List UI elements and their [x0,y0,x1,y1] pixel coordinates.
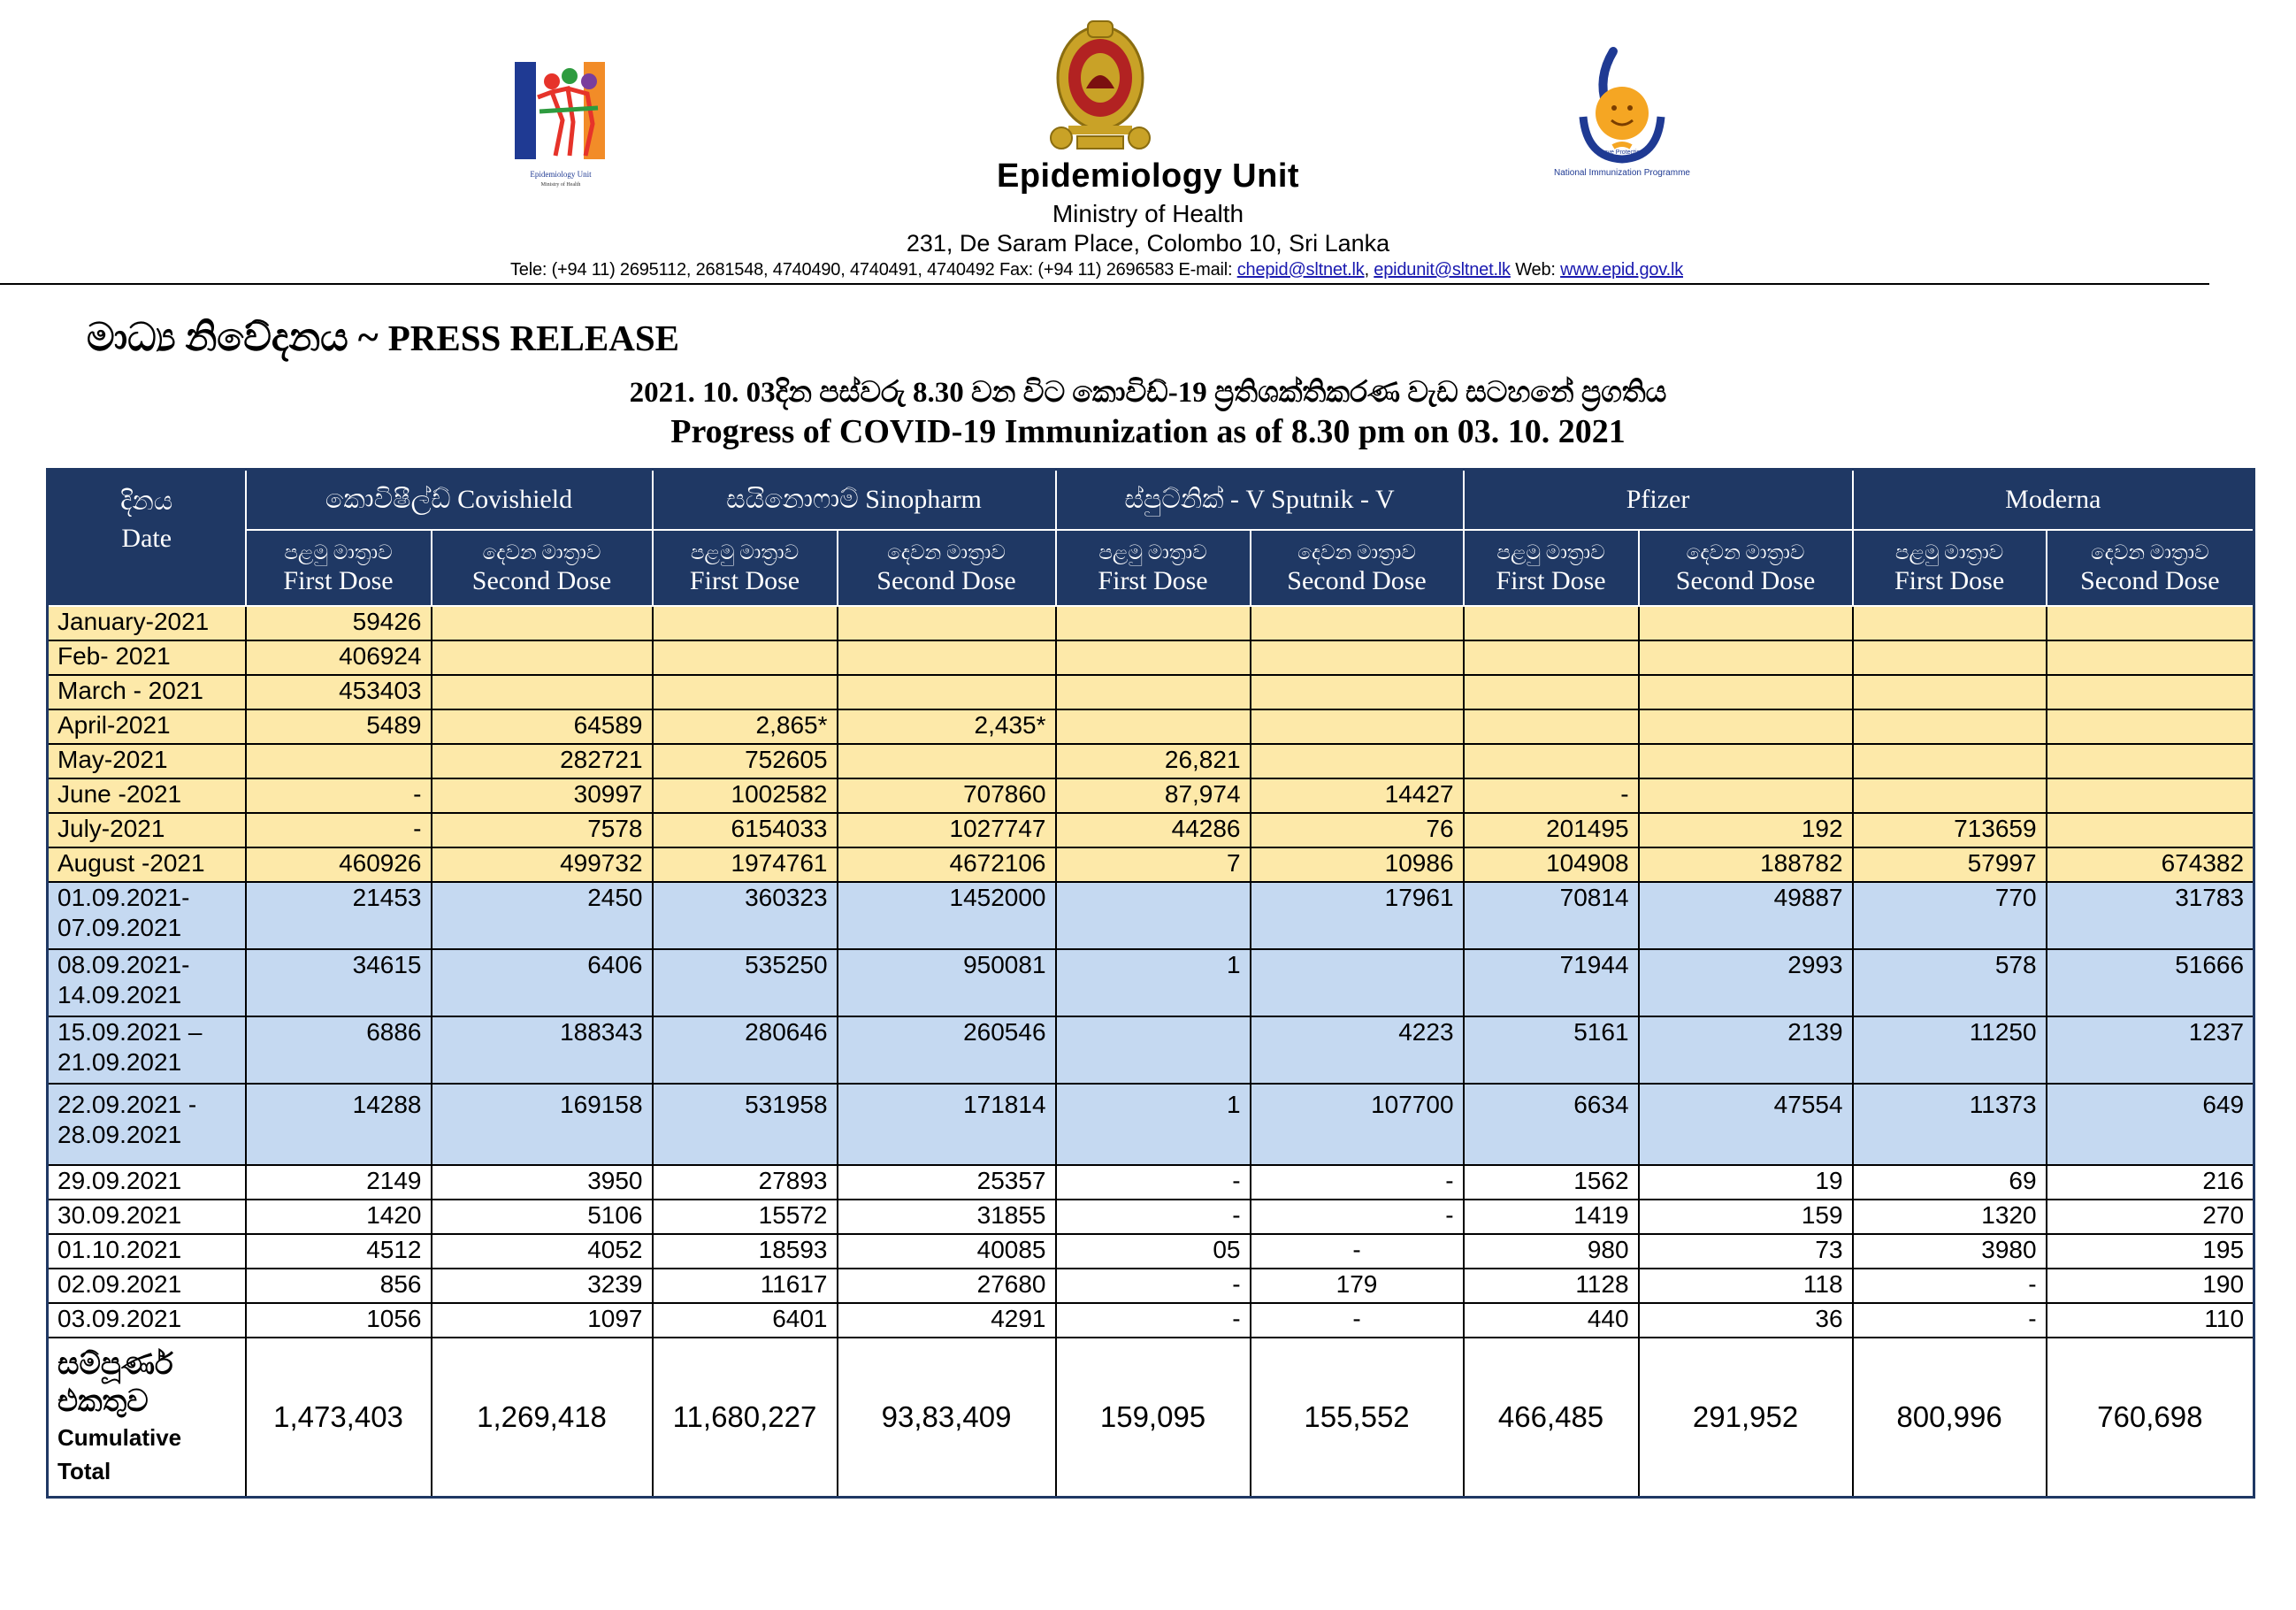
table-cell [1464,606,1639,640]
table-cell: 3239 [432,1269,653,1303]
dose-label-en: First Dose [1894,566,2005,595]
address: 231, De Saram Place, Colombo 10, Sri Lanka [906,230,1390,257]
table-cell: 188782 [1639,847,1853,882]
table-cell: 201495 [1464,813,1639,847]
dose-header-moderna-first [1853,530,2047,606]
table-cell [1639,640,1853,675]
dose-label-si: දෙවන මාත්‍රාව [2090,541,2209,564]
table-cell: 1128 [1464,1269,1639,1303]
table-cell: 460926 [246,847,432,882]
table-cell: 2149 [246,1165,432,1200]
table-cell: - [1251,1200,1464,1234]
table-cell: 05 [1056,1234,1251,1269]
dose-label-si: පළමු මාත්‍රාව [690,541,800,564]
table-cell: 169158 [432,1084,653,1165]
total-cell: 155,552 [1251,1338,1464,1498]
table-cell [1639,675,1853,709]
table-cell [838,744,1056,778]
table-cell [1639,778,1853,813]
table-body [48,606,2254,1498]
row-date: August -2021 [48,847,246,882]
table-cell: 5161 [1464,1016,1639,1084]
table-cell: 34615 [246,949,432,1016]
table-cell: 107700 [1251,1084,1464,1165]
table-cell: 1419 [1464,1200,1639,1234]
table-cell [1853,709,2047,744]
table-cell: 10986 [1251,847,1464,882]
table-cell: 1320 [1853,1200,2047,1234]
row-date [48,1016,246,1084]
table-cell: 57997 [1853,847,2047,882]
table-cell: 856 [246,1269,432,1303]
table-row-cumulative-total [48,1338,2254,1498]
table-cell: 30997 [432,778,653,813]
contact-separator: , [1364,260,1374,280]
table-cell [2047,813,2254,847]
dose-header-sputnik-first [1056,530,1251,606]
dose-label-en: Second Dose [471,566,612,595]
table-cell: 406924 [246,640,432,675]
table-cell [1464,675,1639,709]
table-row-month [48,744,2254,778]
table-cell [1056,606,1251,640]
table-cell [1853,778,2047,813]
dose-label-si: පළමු මාත්‍රාව [1098,541,1207,564]
table-cell: 179 [1251,1269,1464,1303]
table-cell: - [246,813,432,847]
table-row-month [48,709,2254,744]
table-cell [1853,675,2047,709]
table-cell: 770 [1853,882,2047,949]
total-label-en: Cumulative Total [57,1424,182,1484]
table-cell: 1 [1056,1084,1251,1165]
table-cell: 49887 [1639,882,1853,949]
table-cell [2047,675,2254,709]
table-cell: 171814 [838,1084,1056,1165]
table-cell [2047,640,2254,675]
table-cell: 535250 [653,949,838,1016]
table-cell: 6401 [653,1303,838,1338]
table-cell: 282721 [432,744,653,778]
table-cell: 1974761 [653,847,838,882]
svg-text:National Immunization Programm: National Immunization Programme [1554,168,1690,178]
table-cell: - [1056,1303,1251,1338]
table-cell [432,640,653,675]
brand-header-sinopharm: සයිනොෆාම් Sinopharm [653,470,1056,531]
table-row-month [48,813,2254,847]
press-release-heading [87,315,679,360]
table-cell: 3980 [1853,1234,2047,1269]
row-date: July-2021 [48,813,246,847]
table-cell: 40085 [838,1234,1056,1269]
table-cell: 1 [1056,949,1251,1016]
table-cell: - [1853,1303,2047,1338]
table-cell: 674382 [2047,847,2254,882]
table-cell: 1452000 [838,882,1056,949]
table-cell: 192 [1639,813,1853,847]
table-cell [1056,709,1251,744]
brand-header-moderna: Moderna [1853,470,2254,531]
row-date-end: 28.09.2021 [57,1121,182,1148]
dose-header-row [48,530,2254,606]
dose-header-covishield-second [432,530,653,606]
table-cell: 73 [1639,1234,1853,1269]
table-cell: 360323 [653,882,838,949]
table-cell: 453403 [246,675,432,709]
table-row-day [48,1234,2254,1269]
table-cell [1464,744,1639,778]
row-date-end: 21.09.2021 [57,1048,182,1076]
svg-text:Ministry of Health: Ministry of Health [540,182,581,188]
table-cell [1251,949,1464,1016]
table-cell [1853,606,2047,640]
row-date: January-2021 [48,606,246,640]
table-cell: 499732 [432,847,653,882]
table-cell [2047,778,2254,813]
dose-label-si: පළමු මාත්‍රාව [284,541,393,564]
total-label-si: සම්පූර්ණ එකතුව [57,1348,173,1418]
row-date: April-2021 [48,709,246,744]
row-date-start: 08.09.2021- [57,951,190,978]
table-cell: 216 [2047,1165,2254,1200]
table-cell: 76 [1251,813,1464,847]
title-english: Progress of COVID-19 Immunization as of 8.30 pm on 03. 10. 2021 [670,413,1626,450]
row-date [48,882,246,949]
dose-label-si: පළමු මාත්‍රාව [1496,541,1605,564]
row-date [48,949,246,1016]
title-sinhala: 2021. 10. 03දින පස්වරු 8.30 වන විට කොවිඩ්-19 ප්‍රතිශක්තිකරණ වැඩ සටහනේ ප්‍රගතිය [629,377,1667,409]
row-date: Feb- 2021 [48,640,246,675]
dose-header-sinopharm-second [838,530,1056,606]
table-cell: 110 [2047,1303,2254,1338]
table-cell [838,606,1056,640]
ministry-name: Ministry of Health [1052,200,1244,227]
row-date: May-2021 [48,744,246,778]
table-cell: 1562 [1464,1165,1639,1200]
table-cell [1853,744,2047,778]
table-cell: - [246,778,432,813]
table-cell: 280646 [653,1016,838,1084]
table-cell: 5106 [432,1200,653,1234]
table-cell: 1002582 [653,778,838,813]
row-date: June -2021 [48,778,246,813]
table-cell: 190 [2047,1269,2254,1303]
table-cell: 11250 [1853,1016,2047,1084]
table-cell: - [1853,1269,2047,1303]
table-cell: 707860 [838,778,1056,813]
table-cell: 4512 [246,1234,432,1269]
table-cell: 1097 [432,1303,653,1338]
table-cell [1251,606,1464,640]
total-label [48,1338,246,1498]
table-cell [1056,1016,1251,1084]
brand-header-pfizer: Pfizer [1464,470,1853,531]
total-cell: 1,269,418 [432,1338,653,1498]
table-cell [653,606,838,640]
table-cell: 2,865* [653,709,838,744]
table-cell: 27680 [838,1269,1056,1303]
table-row-day [48,1200,2254,1234]
table-row-day [48,1165,2254,1200]
table-cell: 713659 [1853,813,2047,847]
table-cell: - [1056,1269,1251,1303]
total-cell: 291,952 [1639,1338,1853,1498]
table-cell [653,640,838,675]
table-cell [1251,675,1464,709]
table-cell [1639,709,1853,744]
table-cell [1464,640,1639,675]
table-row-week [48,949,2254,1016]
dose-header-covishield-first [246,530,432,606]
table-cell [432,606,653,640]
table-cell [1056,675,1251,709]
dose-label-en: First Dose [1098,566,1208,595]
table-row-week [48,882,2254,949]
table-cell: 2450 [432,882,653,949]
table-cell: 1027747 [838,813,1056,847]
table-cell: 4672106 [838,847,1056,882]
dose-label-si: දෙවන මාත්‍රාව [1297,541,1416,564]
table-cell: - [1251,1303,1464,1338]
table-row-month [48,640,2254,675]
row-date: 30.09.2021 [48,1200,246,1234]
table-cell: 18593 [653,1234,838,1269]
dose-label-si: පළමු මාත්‍රාව [1894,541,2004,564]
table-cell: 25357 [838,1165,1056,1200]
row-date-start: 22.09.2021 - [57,1091,197,1118]
table-cell: 7578 [432,813,653,847]
table-cell: 15572 [653,1200,838,1234]
table-cell [1056,640,1251,675]
contact-line [486,260,1707,280]
table-cell: 36 [1639,1303,1853,1338]
table-cell: - [1251,1165,1464,1200]
table-cell: 118 [1639,1269,1853,1303]
press-release-en: PRESS RELEASE [387,318,679,358]
table-cell [838,675,1056,709]
table-cell: 6634 [1464,1084,1639,1165]
svg-text:Epidemiology Unit: Epidemiology Unit [530,170,592,179]
dose-header-pfizer-first [1464,530,1639,606]
dose-label-en: Second Dose [876,566,1016,595]
table-cell: 188343 [432,1016,653,1084]
table-cell [2047,606,2254,640]
table-cell [432,675,653,709]
table-cell: 2139 [1639,1016,1853,1084]
table-cell [1639,606,1853,640]
dose-label-si: දෙවන මාත්‍රාව [1686,541,1805,564]
table-cell: 1237 [2047,1016,2254,1084]
table-row-month [48,778,2254,813]
table-cell: 26,821 [1056,744,1251,778]
dose-label-si: දෙවන මාත්‍රාව [482,541,601,564]
total-cell: 11,680,227 [653,1338,838,1498]
table-cell: 14427 [1251,778,1464,813]
table-cell: 44286 [1056,813,1251,847]
table-cell: 64589 [432,709,653,744]
table-cell: 3950 [432,1165,653,1200]
table-cell: 21453 [246,882,432,949]
table-cell: 87,974 [1056,778,1251,813]
table-cell [1251,640,1464,675]
contact-prefix: Tele: (+94 11) 2695112, 2681548, 4740490, 4740491, 4740492 Fax: (+94 11) 2696583 E-mail: [509,260,1237,280]
letterhead-divider [0,283,2209,285]
table-cell: 71944 [1464,949,1639,1016]
table-cell [1056,882,1251,949]
row-date-end: 14.09.2021 [57,981,182,1008]
dose-header-sputnik-second [1251,530,1464,606]
total-cell: 466,485 [1464,1338,1639,1498]
dose-label-en: Second Dose [1675,566,1816,595]
dose-label-en: Second Dose [1287,566,1427,595]
table-row-day [48,1303,2254,1338]
table-cell: 1056 [246,1303,432,1338]
table-cell: 27893 [653,1165,838,1200]
table-cell: 270 [2047,1200,2254,1234]
date-head-si: දිනය [120,487,173,516]
table-cell: 19 [1639,1165,1853,1200]
table-cell: 980 [1464,1234,1639,1269]
row-date-start: 01.09.2021- [57,884,190,911]
dose-header-moderna-second [2047,530,2254,606]
dose-header-pfizer-second [1639,530,1853,606]
table-cell: 4291 [838,1303,1056,1338]
dose-label-en: First Dose [1496,566,1606,595]
table-cell: 11617 [653,1269,838,1303]
table-cell: 11373 [1853,1084,2047,1165]
dose-label-en: First Dose [283,566,394,595]
total-cell: 93,83,409 [838,1338,1056,1498]
table-cell: 752605 [653,744,838,778]
table-row-week [48,1016,2254,1084]
table-cell: 1420 [246,1200,432,1234]
table-cell: 59426 [246,606,432,640]
table-cell [653,675,838,709]
table-cell [1639,744,1853,778]
table-row-month [48,606,2254,640]
table-cell: 195 [2047,1234,2254,1269]
table-cell: 5489 [246,709,432,744]
table-cell: 69 [1853,1165,2047,1200]
table-cell [1464,709,1639,744]
table-row-day [48,1269,2254,1303]
table-cell: 649 [2047,1084,2254,1165]
table-row-month [48,847,2254,882]
svg-text:Love Protection: Love Protection [1600,150,1644,156]
table-cell: 159 [1639,1200,1853,1234]
table-cell [2047,709,2254,744]
table-cell: 51666 [2047,949,2254,1016]
table-cell: 6886 [246,1016,432,1084]
table-cell: 2,435* [838,709,1056,744]
table-cell: 47554 [1639,1084,1853,1165]
table-cell: 531958 [653,1084,838,1165]
sri-lanka-emblem-logo [1042,16,1159,156]
row-date [48,1084,246,1165]
row-date: 01.10.2021 [48,1234,246,1269]
web-link[interactable]: www.epid.gov.lk [1560,260,1684,280]
total-cell: 159,095 [1056,1338,1251,1498]
table-cell [2047,744,2254,778]
table-cell: 4223 [1251,1016,1464,1084]
total-cell: 760,698 [2047,1338,2254,1498]
dose-label-en: Second Dose [2080,566,2220,595]
table-cell: - [1056,1165,1251,1200]
table-cell: 6406 [432,949,653,1016]
table-cell [1853,640,2047,675]
brand-header-sputnik: ස්පුට්නික් - V Sputnik - V [1056,470,1464,531]
row-date: 02.09.2021 [48,1269,246,1303]
table-cell: 440 [1464,1303,1639,1338]
table-cell: 70814 [1464,882,1639,949]
table-cell [838,640,1056,675]
total-cell: 800,996 [1853,1338,2047,1498]
email-link-chepid[interactable]: chepid@sltnet.lk [1236,260,1365,280]
table-cell: 104908 [1464,847,1639,882]
unit-name: Epidemiology Unit [996,157,1300,195]
table-cell: - [1056,1200,1251,1234]
date-column-header [48,470,246,607]
table-cell: - [1251,1234,1464,1269]
table-cell: 4052 [432,1234,653,1269]
press-release-si: මාධ්‍ය නිවේදනය ~ [87,316,388,359]
table-cell: 7 [1056,847,1251,882]
table-cell [246,744,432,778]
table-cell: 14288 [246,1084,432,1165]
table-cell: 31783 [2047,882,2254,949]
table-row-month [48,675,2254,709]
total-cell: 1,473,403 [246,1338,432,1498]
date-head-en: Date [121,524,172,553]
row-date: 29.09.2021 [48,1165,246,1200]
dose-label-en: First Dose [689,566,800,595]
table-cell: 6154033 [653,813,838,847]
dose-label-si: දෙවන මාත්‍රාව [887,541,1006,564]
row-date-end: 07.09.2021 [57,914,182,941]
immunization-table [46,468,2255,1499]
table-cell: - [1464,778,1639,813]
table-cell: 17961 [1251,882,1464,949]
row-date: 03.09.2021 [48,1303,246,1338]
row-date: March - 2021 [48,675,246,709]
table-cell: 578 [1853,949,2047,1016]
table-row-week [48,1084,2254,1165]
table-cell: 31855 [838,1200,1056,1234]
row-date-start: 15.09.2021 – [57,1018,203,1046]
table-cell [1251,709,1464,744]
email-link-epidunit[interactable]: epidunit@sltnet.lk [1374,260,1511,280]
dose-header-sinopharm-first [653,530,838,606]
table-cell: 260546 [838,1016,1056,1084]
table-cell [1251,744,1464,778]
table-cell: 2993 [1639,949,1853,1016]
web-prefix: Web: [1510,260,1561,280]
table-cell: 950081 [838,949,1056,1016]
brand-header-covishield: කොවිෂීල්ඩ් Covishield [246,470,653,531]
